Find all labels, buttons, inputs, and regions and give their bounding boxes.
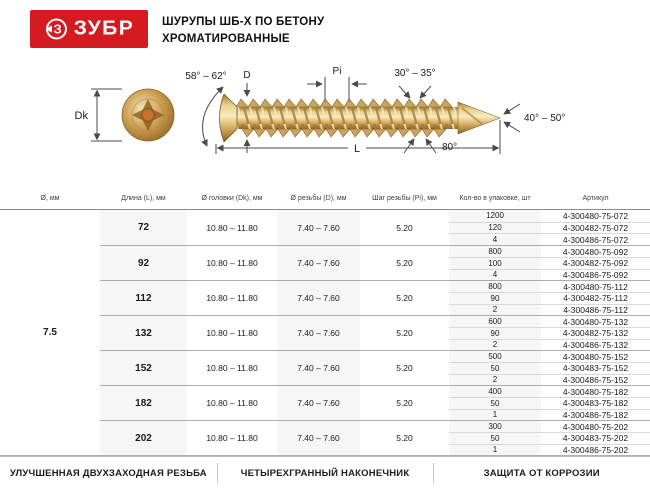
sku-cell: 4-300480-75-202 — [562, 421, 629, 432]
zubr-logo — [30, 10, 148, 48]
thread-dia-cell: 7.40 – 7.60 — [277, 316, 360, 350]
qty-cell: 400 — [449, 386, 541, 397]
length-cell: 72 — [100, 210, 187, 245]
qty-cell: 50 — [449, 363, 541, 373]
thread-angle-label: 30° – 35° — [394, 68, 436, 79]
qty-cell: 1200 — [449, 210, 541, 222]
sku-cell: 4-300483-75-202 — [562, 433, 629, 444]
thread-dia-cell: 7.40 – 7.60 — [277, 421, 360, 455]
qty-cell: 50 — [449, 398, 541, 408]
qty-cell: 100 — [449, 258, 541, 268]
sku-cell: 4-300483-75-182 — [562, 398, 629, 409]
table-row — [449, 281, 650, 292]
qty-cell: 120 — [449, 223, 541, 234]
length-cell: 132 — [100, 316, 187, 350]
length-label: L — [353, 143, 361, 155]
brand-wordmark: ЗУБР — [73, 17, 135, 40]
qty-cell: 1 — [449, 410, 541, 420]
pitch-cell: 5.20 — [396, 328, 413, 338]
table-row — [449, 362, 650, 373]
sku-cell: 4-300480-75-132 — [562, 316, 629, 327]
table-row — [449, 386, 650, 397]
qty-cell: 800 — [449, 246, 541, 257]
sku-cell: 4-300486-75-072 — [562, 234, 629, 245]
pack-rows — [449, 210, 650, 245]
pack-rows — [449, 246, 650, 280]
col-header-thread-dia: Ø резьбы (D), мм — [290, 195, 347, 202]
table-row-group — [100, 350, 650, 385]
table-row-group — [100, 280, 650, 315]
sku-cell: 4-300480-75-112 — [563, 281, 628, 292]
sku-cell: 4-300480-75-182 — [562, 386, 629, 397]
dk-label: Dk — [74, 110, 88, 122]
feature-corrosion: ЗАЩИТА ОТ КОРРОЗИИ — [433, 468, 650, 479]
sku-cell: 4-300486-75-112 — [563, 304, 628, 315]
point-angle-label: 80° — [442, 142, 458, 153]
screw-side-view — [220, 94, 501, 142]
qty-cell: 2 — [449, 305, 541, 315]
diameter-cell: 7.5 — [43, 327, 57, 338]
table-row-group — [100, 385, 650, 420]
sku-cell: 4-300480-75-152 — [562, 351, 629, 362]
table-row — [449, 210, 650, 222]
screw-head-top-view — [122, 89, 174, 141]
table-row — [449, 316, 650, 327]
length-cell: 112 — [100, 281, 187, 315]
page-title — [162, 10, 324, 49]
qty-cell: 300 — [449, 421, 541, 432]
table-row — [449, 257, 650, 268]
qty-cell: 4 — [449, 270, 541, 280]
thread-dia-cell: 7.40 – 7.60 — [277, 351, 360, 385]
col-header-length: Длина (L), мм — [121, 195, 166, 202]
length-cell: 152 — [100, 351, 187, 385]
col-header-head-dia: Ø головки (Dk), мм — [201, 195, 263, 202]
sku-cell: 4-300482-75-132 — [562, 328, 629, 339]
table-row — [449, 397, 650, 408]
pitch-cell: 5.20 — [396, 398, 413, 408]
thread-dia-cell: 7.40 – 7.60 — [277, 210, 360, 245]
screw-technical-drawing — [0, 58, 650, 188]
sku-cell: 4-300486-75-202 — [562, 444, 629, 455]
head-dia-cell: 10.80 – 11.80 — [206, 222, 258, 233]
sku-cell: 4-300486-75-132 — [562, 339, 629, 350]
head-angle-label: 58° – 62° — [185, 71, 227, 82]
table-row — [449, 409, 650, 420]
title-line-2: ХРОМАТИРОВАННЫЕ — [162, 33, 290, 46]
qty-cell: 500 — [449, 351, 541, 362]
head-dia-cell: 10.80 – 11.80 — [206, 433, 258, 443]
head-dia-cell: 10.80 – 11.80 — [206, 363, 258, 373]
qty-cell: 1 — [449, 445, 541, 455]
sku-cell: 4-300482-75-072 — [562, 222, 629, 233]
col-header-qty: Кол-во в упаковке, шт — [459, 195, 531, 202]
length-cell: 202 — [100, 421, 187, 455]
qty-cell: 90 — [449, 328, 541, 338]
col-header-sku: Артикул — [582, 195, 609, 202]
table-row-group — [100, 315, 650, 350]
feature-footer — [0, 456, 650, 488]
spec-table — [0, 188, 650, 456]
table-row — [449, 292, 650, 303]
pack-rows — [449, 351, 650, 385]
pi-label: Pi — [332, 66, 342, 77]
table-row-group — [100, 210, 650, 245]
sku-cell: 4-300480-75-092 — [562, 246, 629, 257]
thread-dia-cell: 7.40 – 7.60 — [277, 281, 360, 315]
table-row — [449, 269, 650, 280]
pack-rows — [449, 316, 650, 350]
table-row — [449, 233, 650, 245]
table-row — [449, 444, 650, 455]
title-line-1: ШУРУПЫ ШБ-Х ПО БЕТОНУ — [162, 16, 325, 28]
page-header — [0, 0, 650, 58]
table-row — [449, 421, 650, 432]
head-dia-cell: 10.80 – 11.80 — [206, 258, 258, 268]
thread-dia-cell: 7.40 – 7.60 — [277, 386, 360, 420]
pack-rows — [449, 421, 650, 455]
qty-cell: 2 — [449, 340, 541, 350]
table-row — [449, 222, 650, 234]
pack-rows — [449, 386, 650, 420]
table-header-row — [0, 188, 650, 210]
head-dia-cell: 10.80 – 11.80 — [206, 398, 258, 408]
table-row — [449, 304, 650, 315]
sku-cell: 4-300486-75-182 — [562, 409, 629, 420]
table-row-group — [100, 245, 650, 280]
sku-cell: 4-300480-75-072 — [562, 210, 629, 221]
head-dia-cell: 10.80 – 11.80 — [206, 328, 258, 338]
qty-cell: 800 — [449, 281, 541, 292]
thread-dia-cell: 7.40 – 7.60 — [277, 246, 360, 280]
pack-rows — [449, 281, 650, 315]
dk-dimension — [91, 89, 122, 141]
qty-cell: 2 — [449, 375, 541, 385]
table-row — [449, 327, 650, 338]
sku-cell: 4-300486-75-152 — [562, 374, 629, 385]
qty-cell: 90 — [449, 293, 541, 303]
table-row-group — [100, 420, 650, 455]
head-dia-cell: 10.80 – 11.80 — [206, 293, 258, 303]
qty-cell: 4 — [449, 234, 541, 245]
feature-thread: УЛУЧШЕННАЯ ДВУХЗАХОДНАЯ РЕЗЬБА — [9, 467, 207, 479]
length-cell: 182 — [100, 386, 187, 420]
qty-cell: 50 — [449, 433, 541, 443]
sku-cell: 4-300486-75-092 — [562, 269, 629, 280]
table-row — [449, 432, 650, 443]
table-row — [449, 339, 650, 350]
col-header-pitch: Шаг резьбы (Pi), мм — [372, 195, 437, 202]
table-row — [449, 351, 650, 362]
pitch-cell: 5.20 — [396, 363, 413, 373]
pitch-cell: 5.20 — [396, 258, 413, 268]
col-header-diameter: Ø, мм — [40, 195, 60, 202]
length-cell: 92 — [100, 246, 187, 280]
sku-cell: 4-300482-75-092 — [562, 258, 629, 269]
table-row — [449, 246, 650, 257]
sku-cell: 4-300482-75-112 — [563, 293, 628, 304]
tip-angle-label: 40° – 50° — [524, 113, 566, 124]
table-row — [449, 374, 650, 385]
feature-tip: ЧЕТЫРЕХГРАННЫЙ НАКОНЕЧНИК — [217, 468, 434, 479]
zubr-arrow-icon — [44, 17, 68, 41]
d-label: D — [243, 70, 251, 81]
pitch-cell: 5.20 — [396, 433, 413, 443]
pitch-cell: 5.20 — [396, 293, 413, 303]
svg-text:З: З — [53, 21, 62, 37]
pitch-cell: 5.20 — [396, 222, 413, 233]
qty-cell: 600 — [449, 316, 541, 327]
sku-cell: 4-300483-75-152 — [562, 363, 629, 374]
length-groups — [100, 210, 650, 455]
table-body — [0, 210, 650, 455]
